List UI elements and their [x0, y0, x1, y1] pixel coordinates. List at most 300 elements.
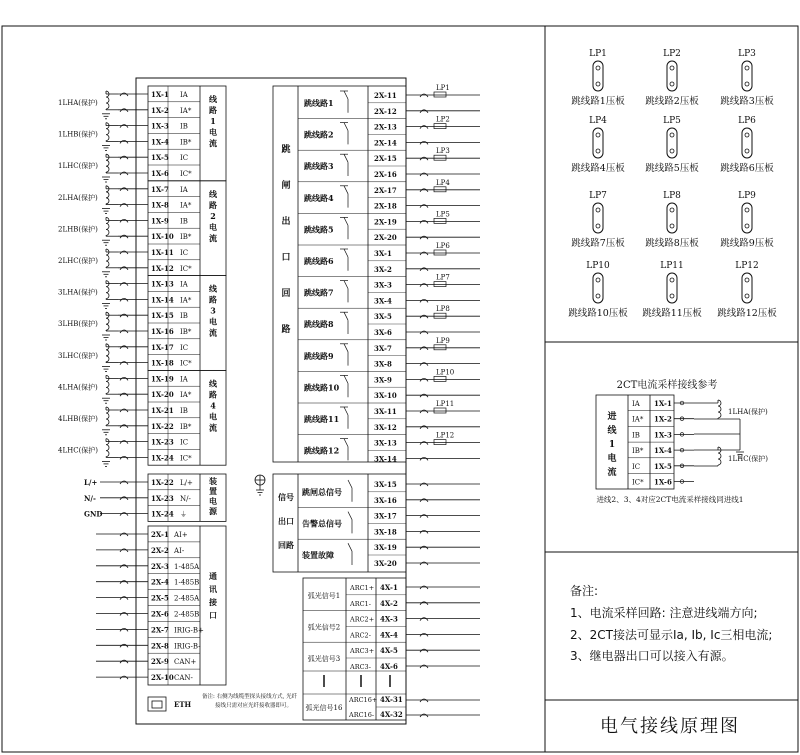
pressplate-icon: [745, 278, 749, 282]
trip-terminal: 3X-10: [374, 391, 397, 401]
pressplate-icon: [745, 82, 749, 86]
ct-signal: IC: [180, 249, 189, 257]
terminal-screw: [420, 515, 428, 518]
terminal-screw: [120, 549, 128, 552]
pressplate-icon: [670, 278, 674, 282]
terminal-screw: [420, 220, 428, 223]
lp-switch: [434, 155, 446, 160]
ct-group-caption: 电: [209, 411, 217, 422]
terminal-screw: [420, 394, 428, 397]
power-signal: ⏚: [180, 510, 187, 519]
ct2-caption: 进: [607, 412, 617, 422]
arc-terminal: 4X-5: [380, 646, 398, 656]
terminal-screw: [420, 665, 428, 668]
terminal-screw: [420, 618, 428, 621]
signal-caption: 出口: [278, 516, 294, 526]
ct2-ct-label: 1LHA(保护): [728, 408, 768, 416]
pressplate-icon: [745, 208, 749, 212]
arc-label: 弧光信号1: [307, 592, 341, 600]
trip-label: 跳线路6: [304, 256, 334, 266]
power-caption: 置: [209, 486, 217, 496]
trip-terminal: 2X-13: [374, 122, 397, 132]
terminal-screw: [120, 125, 128, 128]
relay-contact: [344, 91, 348, 113]
ct-group-caption: 流: [209, 232, 217, 243]
pressplate-label: 跳线路5压板: [645, 163, 699, 174]
pressplate-icon: [596, 294, 600, 298]
pressplate-label: 跳线路3压板: [720, 96, 774, 107]
comm-signal: AI-: [174, 546, 185, 555]
trip-label: 跳线路7: [304, 287, 334, 298]
ct-label: 3LHB(保护): [58, 320, 98, 329]
pressplate-icon: [745, 149, 749, 153]
ct-signal: IC: [180, 343, 189, 352]
lp-switch: [434, 124, 446, 129]
pressplate-icon: [670, 82, 674, 86]
terminal-screw: [420, 252, 428, 255]
trip-terminal: 3X-11: [374, 407, 397, 416]
ct-group-caption: 路: [209, 199, 217, 210]
terminal-screw: [120, 581, 128, 584]
ct-signal: IB*: [180, 328, 192, 336]
terminal-screw: [420, 205, 428, 208]
pressplate-icon: [596, 82, 600, 86]
trip-label: 跳线路1: [304, 98, 334, 108]
comm-terminal: 2X-5: [151, 593, 169, 603]
ct-group-caption: 路: [209, 389, 217, 400]
power-caption: 装: [209, 476, 217, 486]
pressplate-icon: [742, 128, 752, 158]
ct-signal: IA*: [180, 201, 192, 210]
ct-signal: IB: [180, 122, 188, 131]
ct-group-caption: 4: [210, 400, 216, 411]
ct-terminal: 1X-14: [151, 295, 174, 305]
power-terminal: 1X-22: [151, 478, 174, 487]
trip-terminal: 2X-19: [374, 217, 397, 227]
terminal-screw: [420, 457, 428, 460]
ct-terminal: 1X-20: [151, 390, 174, 400]
terminal-screw: [420, 546, 428, 549]
trip-terminal: 3X-12: [374, 422, 397, 432]
trip-terminal: 3X-5: [374, 312, 392, 322]
trip-label: 跳线路10: [304, 382, 340, 393]
comm-terminal: 2X-4: [151, 577, 169, 587]
arc-terminal: 4X-3: [380, 614, 398, 624]
ct-signal: IA: [180, 91, 188, 99]
power-ext-label: GND: [84, 509, 103, 519]
power-ext-label: N/-: [84, 493, 96, 503]
lp-label: LP4: [436, 178, 450, 187]
terminal-screw: [120, 393, 128, 396]
trip-caption: 口: [281, 253, 291, 263]
terminal-screw: [420, 426, 428, 429]
lp-label: LP10: [436, 368, 455, 377]
terminal-screw: [420, 110, 428, 113]
ct2-terminal: 1X-1: [654, 399, 672, 408]
trip-label: 跳线路5: [304, 224, 334, 235]
relay-contact: [344, 281, 348, 303]
terminal-screw: [120, 441, 128, 444]
ct2-signal: IB: [632, 431, 640, 440]
relay-contact: [344, 249, 348, 271]
lp-switch: [434, 376, 446, 381]
ct2-caption: 1: [608, 440, 616, 450]
pressplate-id: LP12: [735, 261, 759, 271]
trip-terminal: 3X-13: [374, 438, 397, 448]
arc-terminal: 4X-6: [380, 662, 398, 671]
terminal-screw: [420, 586, 428, 589]
trip-label: 跳线路3: [304, 161, 334, 172]
pressplate-icon: [670, 149, 674, 153]
ct-signal: IB: [180, 217, 188, 226]
comm-terminal: 2X-3: [151, 561, 169, 571]
terminal-screw: [120, 346, 128, 349]
lp-switch: [434, 345, 446, 350]
pressplate-icon: [596, 208, 600, 212]
power-signal: L/+: [180, 479, 193, 487]
terminal-screw: [420, 633, 428, 636]
comm-signal: IRIG-B-: [174, 642, 201, 651]
comm-caption: 通: [209, 571, 217, 581]
terminal-screw: [120, 140, 128, 143]
pressplate-id: LP1: [589, 49, 607, 59]
terminal-screw: [120, 409, 128, 412]
arc-signal: ARC16-: [349, 711, 375, 719]
ct2-terminal: 1X-6: [654, 477, 672, 487]
pressplate-id: LP11: [660, 261, 684, 271]
ct-group-caption: 线: [209, 94, 217, 104]
ct-terminal: 1X-18: [151, 358, 174, 368]
ct-terminal: 1X-7: [151, 184, 169, 194]
ct-signal: IA: [180, 375, 188, 384]
signal-terminal: 3X-18: [374, 527, 397, 537]
ct2-caption: 线: [607, 426, 617, 436]
ct-terminal: 1X-2: [151, 105, 169, 115]
terminal-screw: [420, 141, 428, 144]
ct-terminal: 1X-23: [151, 437, 174, 447]
trip-label: 跳线路8: [304, 319, 334, 330]
signal-label: 装置故障: [302, 550, 334, 561]
ct-group-caption: 路: [209, 105, 217, 115]
ct-signal: IB: [180, 312, 188, 321]
comm-terminal: 2X-6: [151, 609, 169, 619]
lp-label: LP7: [436, 273, 450, 282]
trip-label: 跳线路11: [304, 414, 340, 424]
power-terminal: 1X-24: [151, 509, 174, 519]
ct-signal: IB*: [180, 422, 192, 431]
trip-terminal: 3X-14: [374, 454, 397, 464]
terminal-screw: [120, 188, 128, 191]
pressplate-icon: [742, 61, 752, 91]
pressplate-id: LP4: [589, 116, 607, 126]
trip-label: 跳线路2: [304, 129, 334, 140]
arc-terminal: 4X-4: [380, 630, 398, 640]
note-line-1: 1、电流采样回路: 注意进线端方向;: [570, 606, 758, 620]
arc-signal: ARC3-: [350, 663, 371, 671]
terminal-screw: [420, 173, 428, 176]
ct-group-caption: 线: [209, 378, 217, 389]
trip-label: 跳线路4: [304, 192, 334, 203]
comm-terminal: 2X-8: [151, 641, 169, 651]
ct-group-caption: 电: [209, 316, 217, 327]
ct2-terminal: 1X-2: [654, 414, 672, 424]
relay-contact: [344, 217, 348, 239]
lp-switch: [434, 282, 446, 287]
ct-terminal: 1X-9: [151, 216, 169, 226]
ct-terminal: 1X-22: [151, 421, 174, 431]
ct-label: 2LHB(保护): [58, 225, 98, 234]
terminal-screw: [420, 347, 428, 350]
terminal-screw: [420, 331, 428, 334]
ct-group-caption: 线: [209, 188, 217, 199]
ct-signal: IA: [180, 185, 188, 194]
ct-terminal: 1X-10: [151, 232, 174, 242]
relay-contact: [344, 407, 348, 429]
ct-label: 1LHA(保护): [58, 99, 98, 107]
lp-label: LP2: [436, 115, 450, 124]
power-caption: 源: [209, 506, 217, 516]
arc-label: 弧光信号16: [305, 704, 343, 712]
ct2-signal: IA*: [632, 415, 644, 424]
comm-terminal: 2X-2: [151, 545, 169, 555]
ct-signal: IC*: [180, 170, 192, 178]
ct-group-caption: 3: [210, 305, 216, 316]
pressplate-icon: [596, 133, 600, 137]
ct-terminal: 1X-15: [151, 311, 174, 321]
lp-switch: [434, 250, 446, 255]
ct-label: 1LHB(保护): [58, 130, 98, 139]
ct-terminal: 1X-21: [151, 406, 174, 415]
ct-signal: IC*: [180, 359, 192, 368]
trip-caption: 闸: [281, 181, 291, 191]
terminal-screw: [120, 362, 128, 365]
pressplate-icon: [596, 66, 600, 70]
ct-signal: IC*: [180, 264, 192, 273]
trip-terminal: 2X-17: [374, 185, 397, 195]
terminal-screw: [120, 613, 128, 616]
relay-contact: [344, 439, 348, 461]
terminal-screw: [120, 156, 128, 159]
eth-port-icon: [152, 701, 162, 708]
terminal-screw: [120, 172, 128, 175]
pressplate-icon: [593, 203, 603, 233]
pressplate-icon: [745, 66, 749, 70]
pressplate-id: LP8: [663, 191, 681, 201]
lp-label: LP12: [436, 431, 455, 440]
lp-label: LP8: [436, 305, 450, 314]
ct-signal: IC*: [180, 454, 192, 463]
arc-signal: ARC1+: [350, 584, 375, 592]
trip-label: 跳线路12: [304, 445, 340, 456]
pressplate-label: 跳线路8压板: [645, 238, 699, 249]
terminal-screw: [120, 497, 128, 500]
terminal-screw: [420, 236, 428, 239]
lp-switch: [434, 313, 446, 318]
trip-terminal: 3X-3: [374, 280, 392, 290]
ct-group-caption: 电: [209, 221, 217, 232]
arc-signal: ARC3+: [350, 647, 375, 656]
drawing-title: 电气接线原理图: [600, 716, 740, 737]
comm-signal: IRIG-B+: [174, 626, 204, 635]
trip-terminal: 2X-20: [374, 233, 397, 243]
ct-label: 3LHC(保护): [58, 351, 99, 360]
pressplate-icon: [596, 278, 600, 282]
terminal-screw: [120, 513, 128, 516]
comm-signal: 1-485A: [174, 562, 200, 571]
ct-terminal: 1X-5: [151, 153, 169, 163]
signal-terminal: 3X-16: [374, 495, 397, 505]
lp-label: LP3: [436, 147, 450, 156]
terminal-screw: [420, 499, 428, 502]
arc-signal: ARC2-: [350, 631, 371, 640]
note-line-2: 2、2CT接法可显示Ia, Ib, Ic三相电流;: [570, 628, 773, 642]
ct2-signal: IA: [632, 400, 640, 408]
eth-label: ETH: [174, 700, 192, 709]
relay-contact: [344, 186, 348, 208]
lp-label: LP1: [436, 84, 450, 92]
trip-terminal: 3X-1: [374, 249, 392, 258]
terminal-screw: [420, 315, 428, 318]
lp-switch: [434, 408, 446, 413]
terminal-screw: [120, 660, 128, 663]
comm-note: 备注: 右侧为线缆型探头接线方式, 光纤: [202, 694, 298, 700]
lp-switch: [434, 187, 446, 192]
ct-signal: IA*: [180, 296, 192, 305]
pressplate-label: 跳线路7压板: [571, 238, 625, 249]
comm-caption: 接: [209, 597, 217, 607]
ct2-ct-label: 1LHC(保护): [728, 455, 769, 463]
ct-signal: IC: [180, 438, 189, 447]
pressplate-id: LP2: [663, 49, 681, 59]
power-caption: 电: [209, 496, 217, 506]
comm-caption: 口: [209, 610, 217, 620]
terminal-screw: [420, 268, 428, 271]
terminal-screw: [420, 363, 428, 366]
terminal-screw: [120, 219, 128, 222]
ct-group-caption: 2: [210, 210, 216, 221]
terminal-screw: [420, 483, 428, 486]
signal-terminal: 3X-20: [374, 559, 397, 568]
signal-terminal: 3X-17: [374, 511, 397, 521]
pressplate-icon: [593, 273, 603, 303]
terminal-screw: [420, 530, 428, 533]
ct2-caption: 电: [607, 454, 617, 464]
pressplate-id: LP3: [738, 49, 756, 59]
ct-group-caption: 流: [209, 138, 217, 148]
ct-terminal: 1X-19: [151, 374, 174, 384]
arc-terminal: 4X-32: [380, 710, 403, 719]
pressplate-label: 跳线路11压板: [642, 308, 702, 319]
ct-terminal: 1X-13: [151, 279, 174, 289]
lp-switch: [434, 218, 446, 223]
pressplate-id: LP6: [738, 116, 756, 126]
trip-terminal: 2X-12: [374, 106, 397, 116]
ct-coil: [718, 400, 721, 418]
pressplate-id: LP9: [738, 191, 756, 201]
terminal-screw: [120, 565, 128, 568]
ct2-caption: 流: [607, 468, 617, 478]
terminal-screw: [420, 189, 428, 192]
comm-terminal: 2X-9: [151, 657, 169, 667]
pressplate-label: 跳线路12压板: [717, 308, 777, 319]
trip-label: 跳线路9: [304, 350, 334, 361]
comm-note: 接线只需对应光纤接收器即可。: [215, 703, 293, 709]
ct-group-caption: 电: [209, 127, 217, 137]
trip-caption: 跳: [281, 145, 291, 155]
ct-terminal: 1X-4: [151, 137, 169, 147]
terminal-screw: [120, 628, 128, 631]
pressplate-label: 跳线路4压板: [571, 163, 625, 174]
terminal-screw: [120, 235, 128, 238]
pressplate-icon: [593, 128, 603, 158]
trip-terminal: 2X-11: [374, 91, 397, 100]
trip-terminal: 3X-8: [374, 359, 392, 369]
terminal-screw: [420, 562, 428, 565]
ct2-footnote: 进线2、3、4对应2CT电流采样接线同进线1: [596, 495, 744, 504]
pressplate-icon: [667, 273, 677, 303]
ct-signal: IB*: [180, 138, 192, 147]
terminal-screw: [120, 597, 128, 600]
relay-contact: [344, 123, 348, 145]
terminal-screw: [420, 410, 428, 413]
note-line-3: 3、继电器出口可以接入有源。: [570, 649, 734, 663]
ct-terminal: 1X-24: [151, 453, 174, 463]
ct-terminal: 1X-17: [151, 342, 174, 352]
arc-signal: ARC1-: [350, 599, 371, 608]
lp-switch: [434, 92, 446, 97]
comm-signal: 2-485A: [174, 594, 200, 603]
relay-contact: [348, 480, 352, 502]
terminal-screw: [420, 378, 428, 381]
ct-signal: IA: [180, 280, 188, 289]
pressplate-icon: [667, 203, 677, 233]
pressplate-icon: [670, 224, 674, 228]
arc-terminal: 4X-2: [380, 598, 398, 608]
terminal-screw: [120, 377, 128, 380]
terminal-screw: [120, 644, 128, 647]
ct-signal: IB*: [180, 233, 192, 242]
terminal-screw: [420, 299, 428, 302]
pressplate-icon: [670, 294, 674, 298]
relay-contact: [348, 512, 352, 534]
arc-signal: ARC16+: [349, 696, 378, 704]
terminal-screw: [420, 699, 428, 702]
comm-signal: AI+: [174, 531, 188, 539]
terminal-screw: [120, 204, 128, 207]
pressplate-icon: [596, 224, 600, 228]
pressplate-id: LP7: [589, 191, 607, 201]
signal-caption: 回路: [278, 540, 294, 550]
ct-terminal: 1X-8: [151, 200, 169, 210]
signal-terminal: 3X-19: [374, 543, 397, 553]
terminal-screw: [420, 602, 428, 605]
trip-terminal: 3X-9: [374, 375, 392, 385]
comm-signal: 2-485B: [174, 610, 200, 619]
trip-terminal: 2X-15: [374, 154, 397, 164]
lp-switch: [434, 440, 446, 445]
terminal-screw: [120, 251, 128, 254]
pressplate-label: 跳线路2压板: [645, 96, 699, 107]
pressplate-icon: [742, 273, 752, 303]
signal-label: 告警总信号: [302, 518, 342, 529]
lp-label: LP5: [436, 210, 450, 219]
arc-terminal: 4X-1: [380, 583, 398, 592]
ct2-signal: IC: [632, 462, 641, 471]
ct-terminal: 1X-12: [151, 263, 174, 273]
relay-contact: [344, 312, 348, 334]
ct-signal: IB: [180, 407, 188, 415]
relay-contact: [344, 344, 348, 366]
